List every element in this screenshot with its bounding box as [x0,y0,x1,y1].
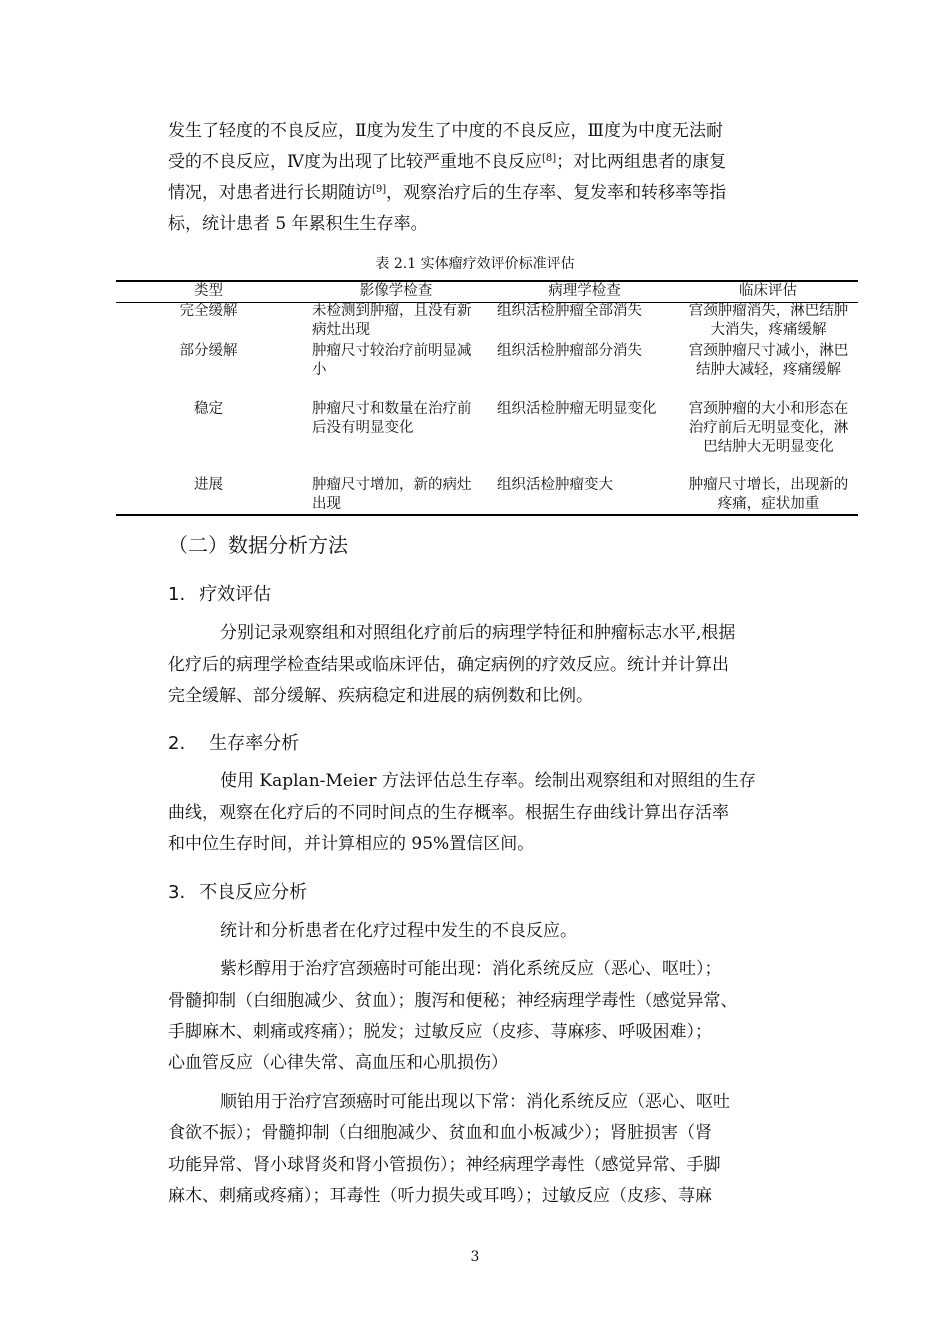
text-line: 顺铂用于治疗宫颈癌时可能出现以下常：消化系统反应（恶心、呕吐 [220,1092,730,1112]
text-line: 发生了轻度的不良反应，Ⅱ度为发生了中度的不良反应，Ⅲ度为中度无法耐 [168,121,723,141]
cell-type: 稳定 [194,401,223,417]
table-header-row [116,281,858,302]
text-line: 曲线，观察在化疗后的不同时间点的生存概率。根据生存曲线计算出存活率 [168,803,729,823]
cell-pathology: 组织活检肿瘤无明显变化 [497,401,657,417]
citation-ref: [9] [372,184,387,195]
subsection-heading: 2. 生存率分析 [168,733,300,754]
text-line: 紫杉醇用于治疗宫颈癌时可能出现：消化系统反应（恶心、呕吐）； [220,959,722,979]
text-line: 统计和分析患者在化疗过程中发生的不良反应。 [220,921,577,941]
table-row [116,302,858,342]
cell-type: 进展 [194,477,223,493]
column-header: 影像学检查 [359,283,433,299]
cell-pathology: 组织活检肿瘤全部消失 [497,303,642,319]
text-line: 使用 Kaplan-Meier 方法评估总生存率。绘制出观察组和对照组的生存 [220,771,756,791]
cell-pathology: 组织活检肿瘤变大 [497,477,613,493]
text-line: 食欲不振）；骨髓抑制（白细胞减少、贫血和血小板减少）；肾脏损害（肾 [168,1123,712,1143]
table-row [116,400,858,476]
text-line: 受的不良反应，Ⅳ度为出现了比较严重地不良反应[8]；对比两组患者的康复 [168,152,727,172]
text-line: 骨髓抑制（白细胞减少、贫血）；腹泻和便秘；神经病理学毒性（感觉异常、 [168,991,738,1011]
subsection-heading: 1. 疗效评估 [168,584,272,605]
citation-ref: [8] [541,153,557,164]
text-line: 标，统计患者 5 年累积生生存率。 [168,214,428,234]
text-line: 心血管反应（心律失常、高血压和心肌损伤） [168,1053,508,1073]
table-row [116,342,858,400]
text-line: 分别记录观察组和对照组化疗前后的病理学特征和肿瘤标志水平,根据 [220,623,736,643]
section-heading: （二）数据分析方法 [168,533,348,557]
text-line: 和中位生存时间，并计算相应的 95%置信区间。 [168,834,535,854]
evaluation-criteria-table [116,281,858,514]
text-line: 完全缓解、部分缓解、疾病稳定和进展的病例数和比例。 [168,686,593,706]
column-header: 临床评估 [739,283,797,299]
cell-type: 部分缓解 [179,343,238,359]
text-line: 麻木、刺痛或疼痛）；耳毒性（听力损失或耳鸣）；过敏反应（皮疹、荨麻 [168,1186,712,1206]
cell-clinical: 宫颈肿瘤尺寸减小，淋巴结肿大减轻，疼痛缓解 [688,343,849,378]
cell-type: 完全缓解 [179,303,238,319]
column-header: 病理学检查 [548,283,621,299]
cell-clinical: 肿瘤尺寸增长，出现新的疼痛，症状加重 [688,477,849,512]
cell-clinical: 宫颈肿瘤的大小和形态在治疗前后无明显变化，淋巴结肿大无明显变化 [688,401,849,455]
table-caption: 表 2.1 实体瘤疗效评价标准评估 [375,256,575,272]
page-number: 3 [470,1249,480,1265]
text-line: 功能异常、肾小球肾炎和肾小管损伤）；神经病理学毒性（感觉异常、手脚 [168,1155,721,1175]
cell-imaging: 肿瘤尺寸增加，新的病灶出现 [312,477,472,512]
text-line: 手脚麻木、刺痛或疼痛）；脱发；过敏反应（皮疹、荨麻疹、呼吸困难）； [168,1022,712,1042]
subsection-heading: 3. 不良反应分析 [168,882,308,903]
text-line: 情况，对患者进行长期随访[9]，观察治疗后的生存率、复发率和转移率等指 [168,183,727,203]
cell-pathology: 组织活检肿瘤部分消失 [497,343,642,359]
table-row [116,476,858,514]
cell-imaging: 未检测到肿瘤，且没有新病灶出现 [312,303,472,338]
cell-imaging: 肿瘤尺寸和数量在治疗前后没有明显变化 [312,401,472,436]
text-line: 化疗后的病理学检查结果或临床评估，确定病例的疗效反应。统计并计算出 [168,655,729,675]
cell-imaging: 肿瘤尺寸较治疗前明显减小 [312,343,472,378]
table-bottom-rule [116,514,858,516]
column-header: 类型 [194,283,223,299]
cell-clinical: 宫颈肿瘤消失，淋巴结肿大消失，疼痛缓解 [688,303,849,338]
